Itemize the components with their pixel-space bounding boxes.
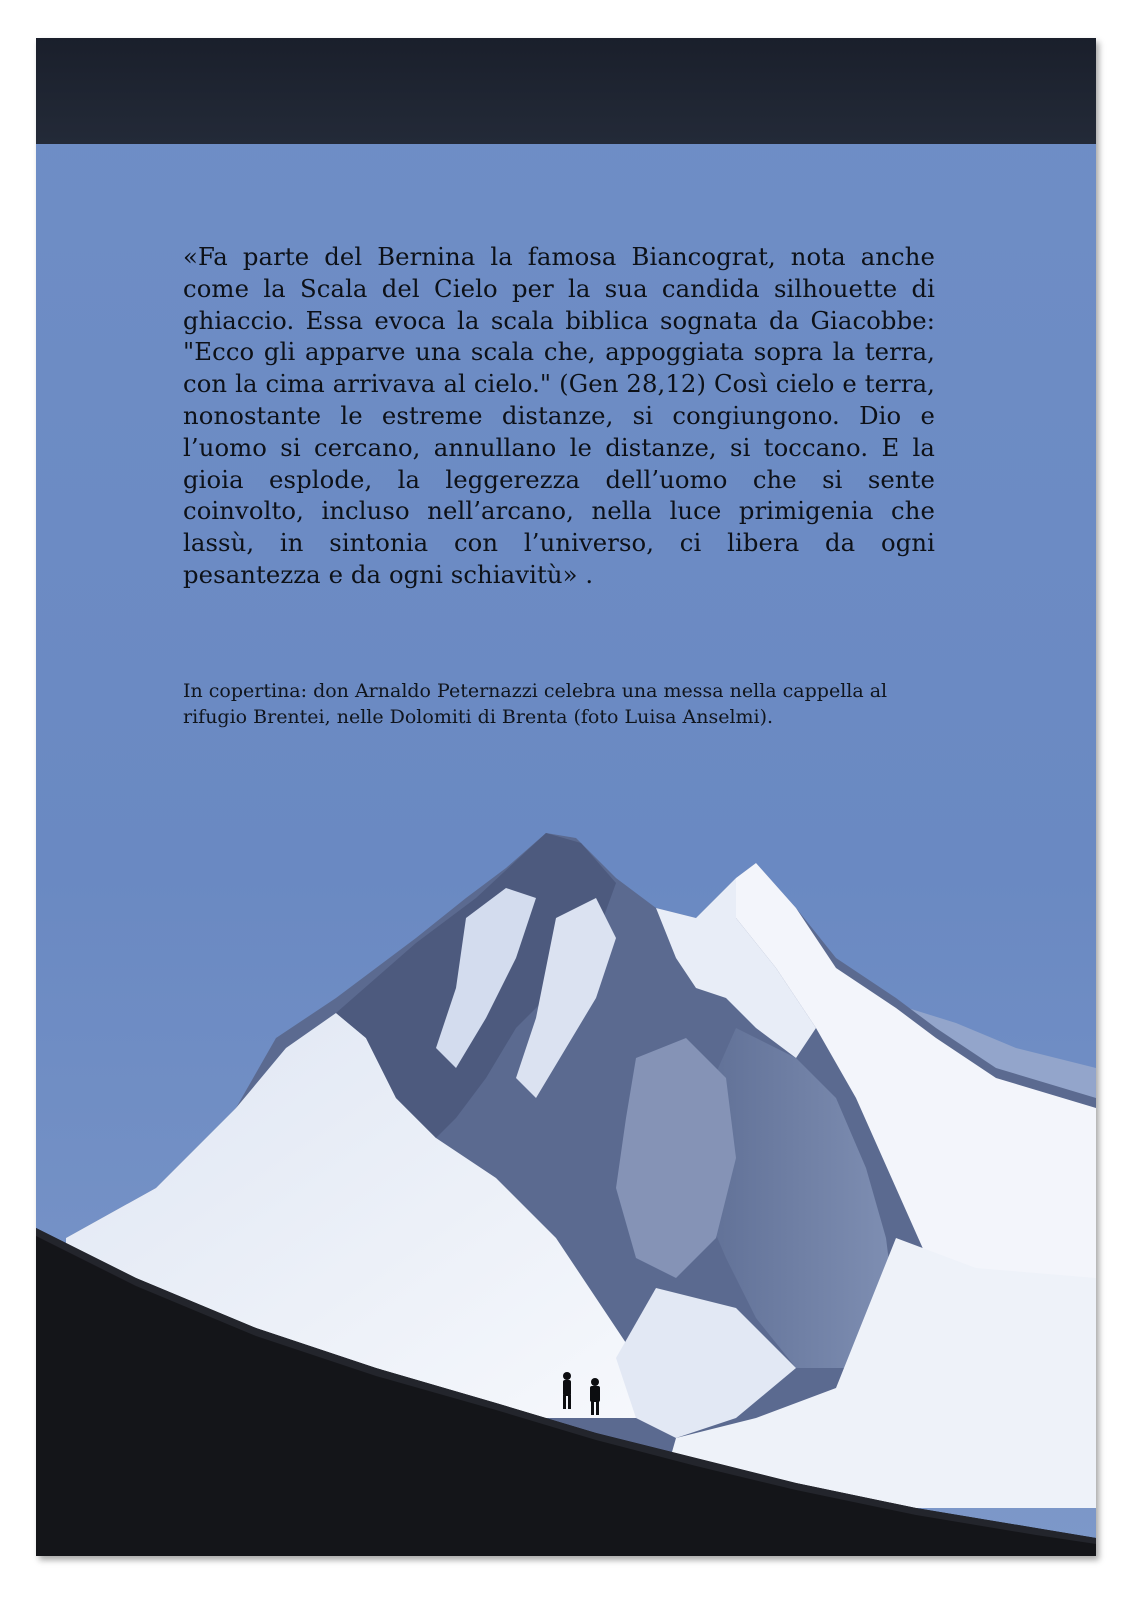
book-back-cover <box>36 38 1096 1556</box>
top-dark-band <box>36 38 1096 144</box>
cover-photo-caption: In copertina: don Arnaldo Peternazzi celebra una messa nella cappella al rifugio Brentei, nelle Dolomiti di Brenta (foto Luisa Anselmi). <box>183 680 888 728</box>
back-cover-quote: «Fa parte del Bernina la famosa Biancograt, nota anche come la Scala del Cielo per la sua candida silhouette di ghiaccio. Essa evoca la scala biblica sognata da Giacobbe: "Ecco gli apparve una scala che, appoggiata sopra la terra, con la cima arrivava al cielo." (Gen 28,12) Così cielo e terra, nonostante le estreme distanze, si congiungono. Dio e l’uomo si cercano, annullano le distanze, si toccano. E la gioia esplode, la leggerezza dell’uomo che si sente coinvolto, incluso nell’arcano, nella luce primigenia che lassù, in sintonia con l’universo, ci libera da ogni pesantezza e da ogni schiavitù» . <box>183 242 935 589</box>
